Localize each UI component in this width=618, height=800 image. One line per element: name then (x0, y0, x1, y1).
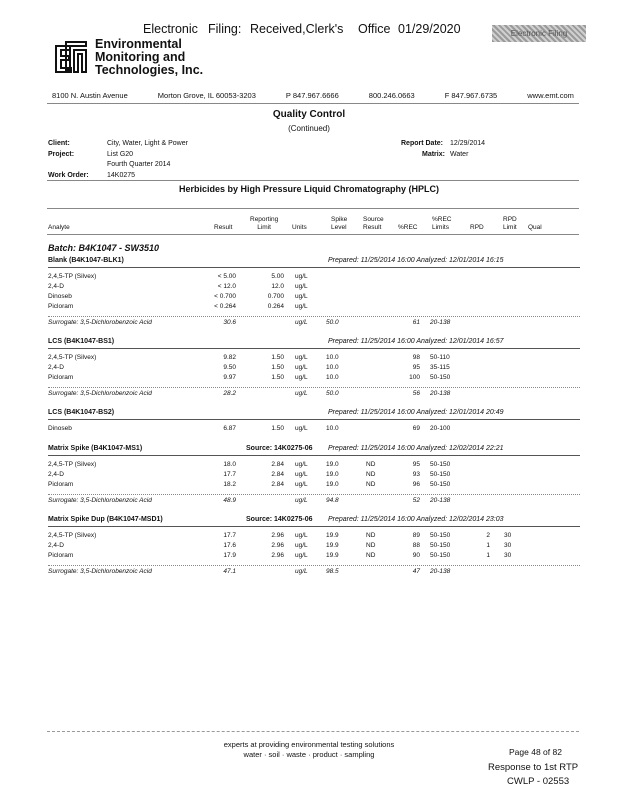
cell-analyte: Surrogate: 3,5-Dichlorobenzoic Acid (48, 390, 152, 397)
project-label: Project: (48, 151, 75, 158)
cell-analyte: Picloram (48, 552, 74, 559)
table-row (48, 374, 580, 384)
cell-analyte: 2,4-D (48, 364, 64, 371)
col-result: Result (214, 224, 233, 231)
surrogate-row (48, 316, 580, 329)
cell-result: 9.82 (223, 354, 236, 361)
cell-spike-level: 98.5 (326, 568, 339, 575)
client-value: City, Water, Light & Power (107, 140, 188, 147)
cell-source-result: ND (366, 532, 376, 539)
cell-analyte: 2,4,5-TP (Silvex) (48, 354, 97, 361)
project-value: List G20 (107, 151, 134, 158)
cell-reporting-limit: 1.50 (271, 364, 284, 371)
cell-analyte: Picloram (48, 481, 74, 488)
company-line-2: Monitoring and (95, 50, 186, 64)
col-spike-line1: Spike (331, 216, 348, 223)
footer-bates: CWLP - 02553 (507, 776, 570, 787)
table-row (48, 552, 580, 562)
stamp-received: Received,Clerk's (250, 22, 344, 36)
col-rec-limits (432, 216, 452, 232)
col-source-line2: Result (363, 224, 382, 231)
cell-analyte: 2,4-D (48, 542, 64, 549)
table-row (48, 303, 580, 313)
cell-reporting-limit: 2.96 (271, 552, 284, 559)
cell-rec-limits: 20-138 (430, 497, 451, 504)
cell-source-result: ND (366, 471, 376, 478)
qc-group-rule (48, 455, 580, 456)
cell-reporting-limit: 0.700 (267, 293, 284, 300)
cell-result: < 5.00 (217, 273, 236, 280)
cell-analyte: Surrogate: 3,5-Dichlorobenzoic Acid (48, 568, 152, 575)
cell-reporting-limit: 1.50 (271, 374, 284, 381)
cell-source-result: ND (366, 461, 376, 468)
cell-spike-level: 50.0 (326, 390, 339, 397)
cell-rec: 69 (412, 425, 420, 432)
col-rpd-limit (503, 216, 517, 232)
cell-units: ug/L (295, 471, 308, 478)
qc-group-rule (48, 419, 580, 420)
col-rpd: RPD (470, 224, 484, 231)
cell-units: ug/L (295, 390, 308, 397)
cell-source-result: ND (366, 552, 376, 559)
cell-rec: 90 (412, 552, 420, 559)
cell-spike-level: 19.0 (326, 461, 339, 468)
col-rl-line2: Limit (257, 224, 271, 231)
workorder-label: Work Order: (48, 172, 89, 179)
cell-result: 18.0 (223, 461, 236, 468)
cell-spike-level: 19.9 (326, 542, 339, 549)
cell-rpd-limit: 30 (504, 542, 512, 549)
stamp-electronic: Electronic (143, 22, 198, 36)
qc-group-prepared: Prepared: 11/25/2014 16:00 Analyzed: 12/02/2014 22:21 (328, 445, 504, 452)
qc-group-header (48, 516, 580, 528)
qc-group-source: Source: 14K0275-06 (246, 516, 313, 523)
cell-rec-limits: 20-138 (430, 390, 451, 397)
cell-spike-level: 19.9 (326, 552, 339, 559)
cell-units: ug/L (295, 497, 308, 504)
qc-group-prepared: Prepared: 11/25/2014 16:00 Analyzed: 12/01/2014 16:15 (328, 257, 504, 264)
cell-result: 17.9 (223, 552, 236, 559)
cell-source-result: ND (366, 542, 376, 549)
cell-units: ug/L (295, 319, 308, 326)
cell-rec: 95 (412, 364, 420, 371)
colhdr-bottom-rule (47, 234, 579, 235)
cell-rec-limits: 50-150 (430, 532, 451, 539)
cell-units: ug/L (295, 552, 308, 559)
cell-units: ug/L (295, 293, 308, 300)
cell-result: 18.2 (223, 481, 236, 488)
cell-reporting-limit: 2.84 (271, 481, 284, 488)
qc-group-name: LCS (B4K1047-BS1) (48, 338, 115, 345)
table-row (48, 364, 580, 374)
table-row (48, 461, 580, 471)
table-row (48, 283, 580, 293)
cell-units: ug/L (295, 532, 308, 539)
cell-rpd: 1 (486, 542, 490, 549)
cell-analyte: Surrogate: 3,5-Dichlorobenzoic Acid (48, 497, 152, 504)
qc-group-rule (48, 526, 580, 527)
col-reporting-limit (250, 216, 278, 232)
col-spike (331, 216, 347, 232)
cell-spike-level: 19.0 (326, 481, 339, 488)
cell-rec-limits: 20-100 (430, 425, 451, 432)
cell-rec: 95 (412, 461, 420, 468)
cell-rec-limits: 20-138 (430, 568, 451, 575)
col-lim-line1: %REC (432, 216, 452, 223)
batch-title: Batch: B4K1047 - SW3510 (48, 243, 160, 253)
colhdr-top-rule (47, 208, 579, 209)
address-web: www.emt.com (527, 91, 574, 100)
cell-units: ug/L (295, 364, 308, 371)
workorder-value: 14K0275 (107, 172, 136, 179)
cell-spike-level: 10.0 (326, 425, 339, 432)
cell-rpd-limit: 30 (504, 552, 512, 559)
cell-rpd: 2 (486, 532, 490, 539)
col-lim-line2: Limits (432, 224, 449, 231)
header-divider (47, 103, 579, 104)
company-line-1: Environmental (95, 37, 182, 51)
cell-rec-limits: 50-150 (430, 542, 451, 549)
cell-reporting-limit: 1.50 (271, 425, 284, 432)
info-divider (47, 180, 579, 181)
cell-result: 9.50 (223, 364, 236, 371)
cell-spike-level: 50.0 (326, 319, 339, 326)
cell-result: 9.97 (223, 374, 236, 381)
cell-result: 17.6 (223, 542, 236, 549)
cell-units: ug/L (295, 568, 308, 575)
cell-analyte: Dinoseb (48, 425, 72, 432)
cell-reporting-limit: 12.0 (271, 283, 284, 290)
cell-result: 17.7 (223, 471, 236, 478)
cell-rec: 52 (412, 497, 420, 504)
footer-response: Response to 1st RTP (488, 762, 579, 773)
cell-rec-limits: 50-110 (430, 354, 450, 361)
cell-rec-limits: 50-150 (430, 481, 451, 488)
reportdate-label: Report Date: (401, 140, 444, 147)
cell-analyte: Picloram (48, 374, 74, 381)
cell-units: ug/L (295, 303, 308, 310)
qc-group-name: Matrix Spike (B4K1047-MS1) (48, 445, 143, 452)
cell-units: ug/L (295, 461, 308, 468)
qc-group-source: Source: 14K0275-06 (246, 445, 313, 452)
col-spike-line2: Level (331, 224, 347, 231)
cell-rec: 96 (412, 481, 420, 488)
cell-rec-limits: 50-150 (430, 471, 451, 478)
col-qual: Qual (528, 224, 542, 231)
cell-result: 17.7 (223, 532, 236, 539)
cell-spike-level: 10.0 (326, 354, 339, 361)
qc-group-name: Matrix Spike Dup (B4K1047-MSD1) (48, 516, 163, 523)
address-tollfree: 800.246.0663 (368, 91, 415, 100)
cell-rec-limits: 35-115 (430, 364, 450, 371)
cell-spike-level: 10.0 (326, 374, 339, 381)
address-city: Morton Grove, IL 60053-3203 (157, 91, 256, 100)
qc-group-name: Blank (B4K1047-BLK1) (48, 257, 124, 264)
cell-reporting-limit: 2.96 (271, 542, 284, 549)
cell-rec: 61 (412, 319, 420, 326)
project-period: Fourth Quarter 2014 (107, 161, 171, 168)
cell-result: < 0.700 (214, 293, 236, 300)
cell-units: ug/L (295, 283, 308, 290)
cell-reporting-limit: 0.264 (267, 303, 284, 310)
cell-units: ug/L (295, 374, 308, 381)
cell-rec: 93 (412, 471, 420, 478)
col-rl-line1: Reporting (250, 216, 279, 223)
cell-spike-level: 19.9 (326, 532, 339, 539)
table-row (48, 293, 580, 303)
cell-rpd: 1 (486, 552, 490, 559)
section-title: Herbicides by High Pressure Liquid Chromatography (HPLC) (178, 184, 440, 194)
table-row (48, 542, 580, 552)
report-subtitle: (Continued) (288, 124, 330, 133)
cell-result: 47.1 (223, 568, 236, 575)
matrix-label: Matrix: (422, 151, 445, 158)
cell-analyte: 2,4-D (48, 471, 64, 478)
cell-analyte: 2,4,5-TP (Silvex) (48, 461, 97, 468)
qc-group-prepared: Prepared: 11/25/2014 16:00 Analyzed: 12/01/2014 20:49 (328, 409, 504, 416)
cell-result: 48.9 (223, 497, 236, 504)
footer-tagline: experts at providing environmental testing solutions (223, 740, 395, 749)
cell-rec-limits: 20-138 (430, 319, 451, 326)
table-row (48, 481, 580, 491)
company-logo-icon (52, 40, 90, 74)
cell-result: 6.87 (223, 425, 236, 432)
cell-rec: 56 (412, 390, 420, 397)
company-address (52, 91, 574, 100)
matrix-value: Water (450, 151, 469, 158)
col-source-line1: Source (363, 216, 384, 223)
cell-rec: 100 (409, 374, 420, 381)
table-row (48, 273, 580, 283)
cell-result: 28.2 (223, 390, 236, 397)
cell-units: ug/L (295, 481, 308, 488)
stamp-date: 01/29/2020 (398, 22, 461, 36)
cell-rec: 47 (412, 568, 420, 575)
stamp-filing: Filing: (208, 22, 242, 36)
address-phone: P 847.967.6666 (285, 91, 339, 100)
cell-analyte: Dinoseb (48, 293, 72, 300)
qc-group-header (48, 409, 580, 421)
stamp-office: Office (358, 22, 391, 36)
cell-analyte: Surrogate: 3,5-Dichlorobenzoic Acid (48, 319, 152, 326)
surrogate-row (48, 565, 580, 578)
qc-group-header (48, 445, 580, 457)
cell-result: < 12.0 (217, 283, 236, 290)
address-fax: F 847.967.6735 (444, 91, 498, 100)
cell-analyte: 2,4,5-TP (Silvex) (48, 273, 97, 280)
cell-reporting-limit: 1.50 (271, 354, 284, 361)
cell-rec: 89 (412, 532, 420, 539)
cell-rpd-limit: 30 (504, 532, 512, 539)
reportdate-value: 12/29/2014 (450, 140, 486, 147)
col-analyte: Analyte (48, 224, 70, 231)
table-row (48, 532, 580, 542)
table-row (48, 354, 580, 364)
surrogate-row (48, 387, 580, 400)
qc-group-prepared: Prepared: 11/25/2014 16:00 Analyzed: 12/01/2014 16:57 (328, 338, 504, 345)
footer-divider (47, 731, 579, 732)
cell-result: < 0.264 (214, 303, 236, 310)
report-title: Quality Control (272, 109, 346, 120)
col-rpdlim-line1: RPD (503, 216, 517, 223)
col-rec: %REC (398, 224, 418, 231)
cell-reporting-limit: 5.00 (271, 273, 284, 280)
cell-reporting-limit: 2.84 (271, 471, 284, 478)
company-name (95, 38, 203, 77)
cell-units: ug/L (295, 273, 308, 280)
cell-units: ug/L (295, 542, 308, 549)
table-row (48, 425, 580, 435)
company-line-3: Technologies, Inc. (95, 63, 204, 77)
cell-reporting-limit: 2.84 (271, 461, 284, 468)
cell-rec: 88 (412, 542, 420, 549)
qc-group-rule (48, 267, 580, 268)
cell-analyte: 2,4-D (48, 283, 64, 290)
col-source (363, 216, 384, 232)
table-row (48, 471, 580, 481)
cell-result: 30.6 (223, 319, 236, 326)
col-units: Units (292, 224, 307, 231)
cell-reporting-limit: 2.96 (271, 532, 284, 539)
col-rpdlim-line2: Limit (503, 224, 517, 231)
client-label: Client: (48, 140, 70, 147)
footer-page: Page 48 of 82 (509, 747, 562, 757)
cell-units: ug/L (295, 425, 308, 432)
footer-services: water · soil · waste · product · sampling (243, 750, 375, 759)
qc-group-rule (48, 348, 580, 349)
qc-group-header (48, 338, 580, 350)
cell-rec: 98 (412, 354, 420, 361)
cell-spike-level: 19.0 (326, 471, 339, 478)
cell-rec-limits: 50-150 (430, 374, 451, 381)
surrogate-row (48, 494, 580, 507)
cell-rec-limits: 50-150 (430, 461, 451, 468)
address-street: 8100 N. Austin Avenue (52, 91, 128, 100)
cell-source-result: ND (366, 481, 376, 488)
cell-spike-level: 10.0 (326, 364, 339, 371)
cell-units: ug/L (295, 354, 308, 361)
qc-group-name: LCS (B4K1047-BS2) (48, 409, 115, 416)
cell-analyte: Picloram (48, 303, 74, 310)
cell-analyte: 2,4,5-TP (Silvex) (48, 532, 97, 539)
cell-rec-limits: 50-150 (430, 552, 451, 559)
cell-spike-level: 94.8 (326, 497, 339, 504)
qc-group-prepared: Prepared: 11/25/2014 16:00 Analyzed: 12/02/2014 23:03 (328, 516, 504, 523)
filing-badge: Electronic Filing (492, 25, 586, 42)
qc-group-header (48, 257, 580, 269)
